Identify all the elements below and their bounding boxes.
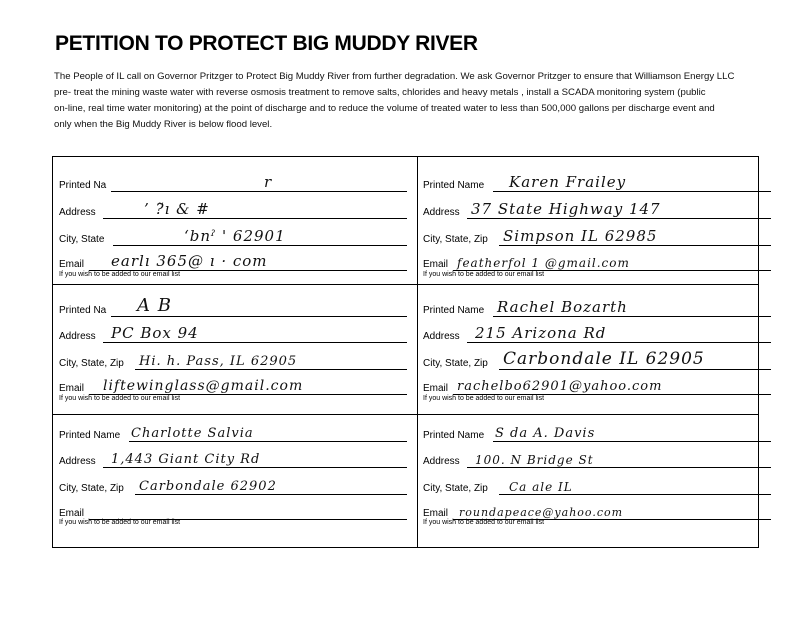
email-field: Email	[59, 500, 407, 522]
city-value: ʻbnˀ ' 62901	[184, 227, 286, 245]
email-list-note: If you wish to be added to our email list	[423, 395, 545, 402]
intro-line: on-line, real time water monitoring) at the point of discharge and to reduce the volume of treated water to less than 500,000 gallons per discharge event and	[54, 103, 715, 114]
city-state-field: City, State, Zip Carbondale IL 62905	[423, 350, 771, 372]
address-value: 100. N Bridge St	[475, 453, 594, 467]
printed-name-value: Karen Frailey	[509, 173, 627, 191]
printed-name-field: Printed Name Rachel Bozarth	[423, 297, 771, 319]
signature-entry-4	[423, 286, 773, 411]
email-list-note: If you wish to be added to our email list	[59, 519, 181, 526]
printed-name-value: r	[264, 173, 273, 191]
address-value: 215 Arizona Rd	[475, 324, 607, 342]
email-field: Email roundapeace@yahoo.com	[423, 500, 771, 522]
email-value: liftewinglass@gmail.com	[103, 378, 304, 394]
city-state-field: City, State, Zip Ca ale IL	[423, 475, 771, 497]
email-value: earlı 365@ ı · com	[111, 252, 268, 270]
address-field: Address 1,443 Giant City Rd	[59, 448, 407, 470]
grid-divider-row-2	[52, 414, 759, 415]
city-state-field: City, State, Zip Simpson IL 62985	[423, 226, 771, 248]
printed-name-value: A B	[137, 295, 172, 316]
address-value: 1,443 Giant City Rd	[111, 452, 261, 467]
printed-name-value: Rachel Bozarth	[497, 298, 628, 316]
printed-name-field: Printed Name S da A. Davis	[423, 422, 771, 444]
email-list-note: If you wish to be added to our email list	[423, 271, 545, 278]
email-list-note: If you wish to be added to our email list	[59, 395, 181, 402]
signature-entry-2	[423, 158, 773, 283]
address-field: Address 215 Arizona Rd	[423, 323, 771, 345]
city-state-field: City, State ʻbnˀ ' 62901	[59, 226, 407, 248]
printed-name-field: Printed Na A B	[59, 297, 407, 319]
email-field: Email rachelbo62901@yahoo.com	[423, 375, 771, 397]
signature-entry-6	[423, 416, 773, 541]
city-value: Ca ale IL	[509, 480, 573, 494]
email-list-note: If you wish to be added to our email list	[423, 519, 545, 526]
petition-title: PETITION TO PROTECT BIG MUDDY RIVER	[55, 32, 478, 55]
address-value: PC Box 94	[111, 324, 199, 342]
intro-line: pre- treat the mining waste water with reverse osmosis treatment to remove salts, chlorides and heavy metals , install a SCADA monitoring system (public	[54, 87, 706, 98]
city-state-field: City, State, Zip Carbondale 62902	[59, 475, 407, 497]
city-value: Carbondale 62902	[139, 479, 277, 494]
email-field: Email earlı 365@ ı · com	[59, 251, 407, 273]
intro-line: The People of IL call on Governor Pritzger to Protect Big Muddy River from further degradation. We ask Governor Pritzger to ensure that Williamson Energy LLC	[54, 71, 735, 82]
address-field: Address 37 State Highway 147	[423, 199, 771, 221]
address-field: Address ’ ?̃ı & #	[59, 199, 407, 221]
address-value: 37 State Highway 147	[471, 200, 661, 218]
email-field: Email featherfol 1 @gmail.com	[423, 251, 771, 273]
signature-entry-5	[59, 416, 409, 541]
printed-name-field: Printed Na r	[59, 172, 407, 194]
grid-divider-row-1	[52, 284, 759, 285]
email-list-note: If you wish to be added to our email list	[59, 271, 181, 278]
printed-name-value: Charlotte Salvia	[131, 426, 254, 441]
email-value: rachelbo62901@yahoo.com	[457, 379, 663, 394]
city-state-field: City, State, Zip Hi. h. Pass, IL 62905	[59, 350, 407, 372]
city-value: Carbondale IL 62905	[503, 349, 705, 369]
address-value: ’ ?̃ı & #	[144, 200, 210, 218]
email-value: roundapeace@yahoo.com	[459, 506, 624, 519]
address-field: Address 100. N Bridge St	[423, 448, 771, 470]
printed-name-field: Printed Name Charlotte Salvia	[59, 422, 407, 444]
address-field: Address PC Box 94	[59, 323, 407, 345]
signature-entry-1	[59, 158, 409, 283]
petition-intro	[54, 69, 766, 133]
printed-name-value: S da A. Davis	[495, 426, 596, 441]
printed-name-field: Printed Name Karen Frailey	[423, 172, 771, 194]
intro-line: only when the Big Muddy River is below flood level.	[54, 119, 273, 130]
email-value: featherfol 1 @gmail.com	[457, 256, 630, 270]
city-value: Simpson IL 62985	[503, 227, 658, 245]
email-field: Email liftewinglass@gmail.com	[59, 375, 407, 397]
grid-divider-vertical	[417, 156, 418, 548]
city-value: Hi. h. Pass, IL 62905	[139, 354, 298, 369]
signature-entry-3	[59, 286, 409, 411]
